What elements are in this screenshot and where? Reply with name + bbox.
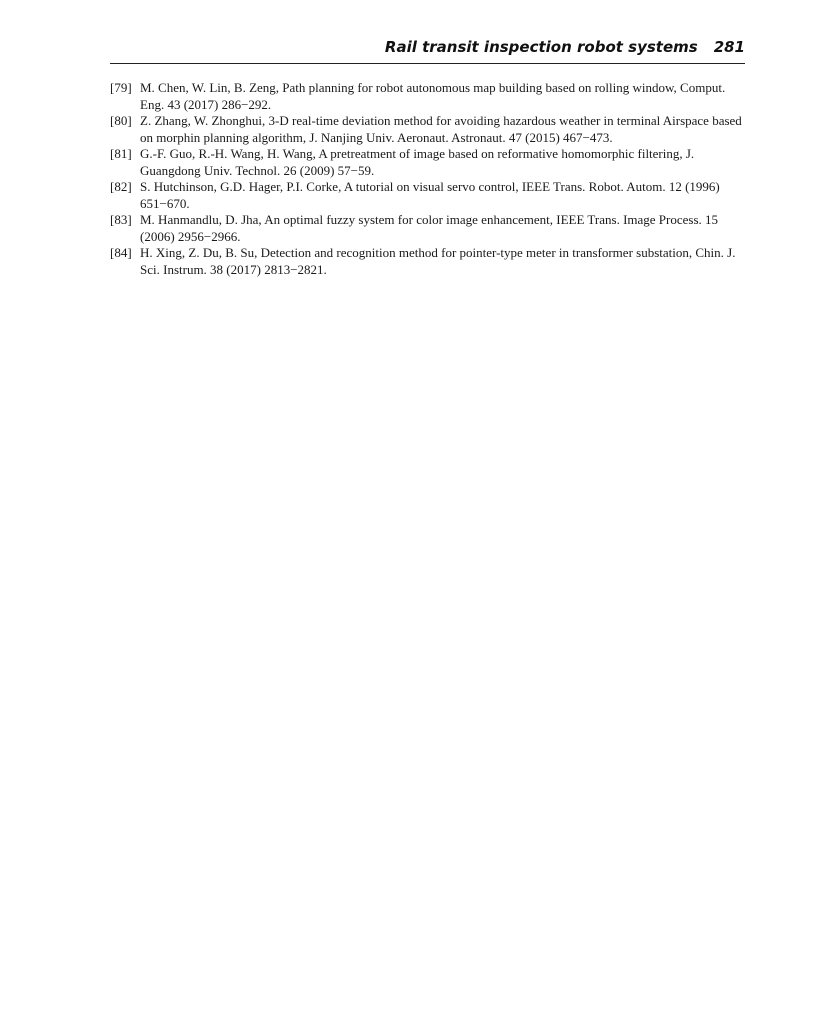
reference-number: [83] [110,212,132,227]
reference-text: G.-F. Guo, R.-H. Wang, H. Wang, A pretreatment of image based on reformative homomorphic filtering, J. Guangdong Univ. Technol. 26 (2009) 57−59. [140,146,695,178]
reference-text: M. Chen, W. Lin, B. Zeng, Path planning for robot autonomous map building based on rolling window, Comput. Eng. 43 (2017) 286−292. [140,80,726,112]
reference-list [110,80,750,278]
reference-item [110,212,750,245]
reference-item [110,113,750,146]
reference-item [110,179,750,212]
reference-text: H. Xing, Z. Du, B. Su, Detection and recognition method for pointer-type meter in transformer substation, Chin. J. Sci. Instrum. 38 (2017) 2813−2821. [140,245,736,277]
reference-number: [82] [110,179,132,194]
reference-item [110,146,750,179]
reference-text: Z. Zhang, W. Zhonghui, 3-D real-time deviation method for avoiding hazardous weather in terminal Airspace based on morphin planning algorithm, J. Nanjing Univ. Aeronaut. Astronaut. 47 (2015) 467−473. [140,113,742,145]
reference-text: M. Hanmandlu, D. Jha, An optimal fuzzy system for color image enhancement, IEEE Trans. Image Process. 15 (2006) 2956−2966. [140,212,719,244]
running-title: Rail transit inspection robot systems [384,38,698,56]
running-header [110,38,745,62]
reference-number: [81] [110,146,132,161]
reference-number: [84] [110,245,132,260]
reference-text: S. Hutchinson, G.D. Hager, P.I. Corke, A tutorial on visual servo control, IEEE Trans. Robot. Autom. 12 (1996) 651−670. [140,179,720,211]
header-rule [110,63,745,64]
reference-number: [80] [110,113,132,128]
reference-item [110,245,750,278]
page-number: 281 [713,38,745,56]
reference-item [110,80,750,113]
reference-number: [79] [110,80,132,95]
